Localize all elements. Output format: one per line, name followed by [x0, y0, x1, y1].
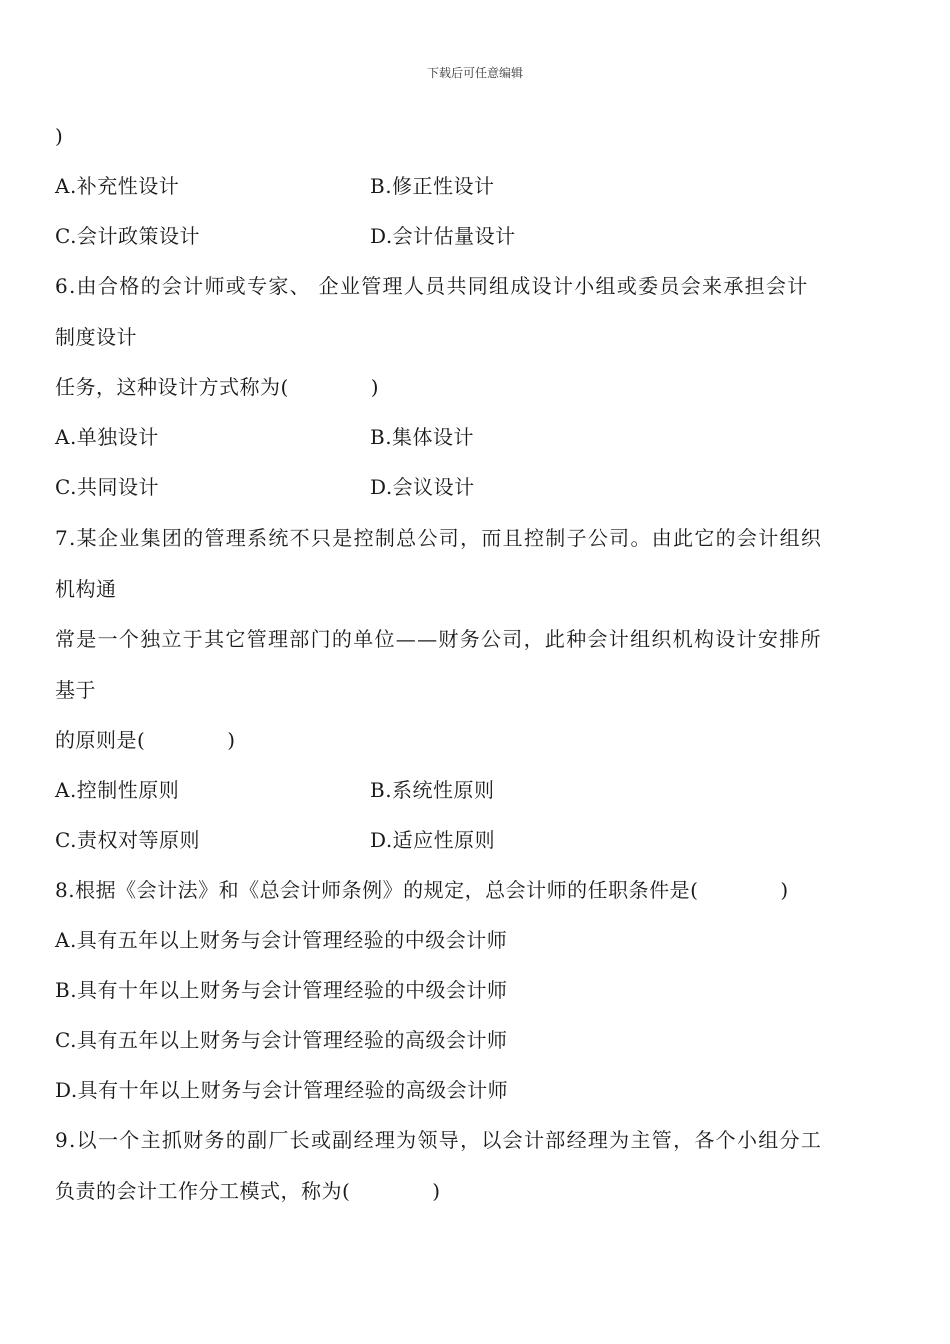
option-d: D.会计估量设计	[370, 224, 516, 248]
option-b: B.修正性设计	[370, 174, 495, 198]
option-c: C.会计政策设计	[55, 224, 200, 248]
text-line: 制度设计	[55, 325, 137, 349]
question-7-line: 7.某企业集团的管理系统不只是控制总公司，而且控制子公司。由此它的会计组织	[55, 526, 823, 550]
option-a: A.补充性设计	[55, 174, 180, 198]
option-row	[55, 776, 495, 804]
option-d: D.适应性原则	[370, 828, 496, 852]
option-b: B.系统性原则	[370, 778, 495, 802]
option-c: C.共同设计	[55, 475, 159, 499]
option-d: D.会议设计	[370, 475, 475, 499]
text-line: 基于	[55, 678, 96, 702]
option-a: A.单独设计	[55, 425, 159, 449]
option-row	[55, 222, 516, 250]
option-row	[55, 826, 496, 854]
option-c-line: C.具有五年以上财务与会计管理经验的高级会计师	[55, 1028, 508, 1052]
option-b: B.集体设计	[370, 425, 475, 449]
text-line: 的原则是( )	[55, 728, 236, 752]
text-line: 常是一个独立于其它管理部门的单位——财务公司，此种会计组织机构设计安排所	[55, 627, 822, 651]
question-9-line: 9.以一个主抓财务的副厂长或副经理为领导，以会计部经理为主管，各个小组分工	[55, 1128, 823, 1152]
option-c: C.责权对等原则	[55, 828, 200, 852]
option-row	[55, 423, 475, 451]
question-6-line: 6.由合格的会计师或专家、 企业管理人员共同组成设计小组或委员会来承担会计	[55, 274, 809, 298]
text-line: )	[55, 124, 64, 148]
option-a-line: A.具有五年以上财务与会计管理经验的中级会计师	[55, 928, 508, 952]
option-a: A.控制性原则	[55, 778, 180, 802]
text-line: 负责的会计工作分工模式，称为( )	[55, 1179, 441, 1203]
option-row	[55, 172, 495, 200]
question-8-line: 8.根据《会计法》和《总会计师条例》的规定，总会计师的任职条件是( )	[55, 878, 789, 902]
option-b-line: B.具有十年以上财务与会计管理经验的中级会计师	[55, 978, 508, 1002]
option-row	[55, 473, 475, 501]
option-d-line: D.具有十年以上财务与会计管理经验的高级会计师	[55, 1078, 509, 1102]
page-header: 下载后可任意编辑	[426, 66, 523, 80]
text-line: 任务，这种设计方式称为( )	[55, 375, 380, 399]
text-line: 机构通	[55, 577, 117, 601]
